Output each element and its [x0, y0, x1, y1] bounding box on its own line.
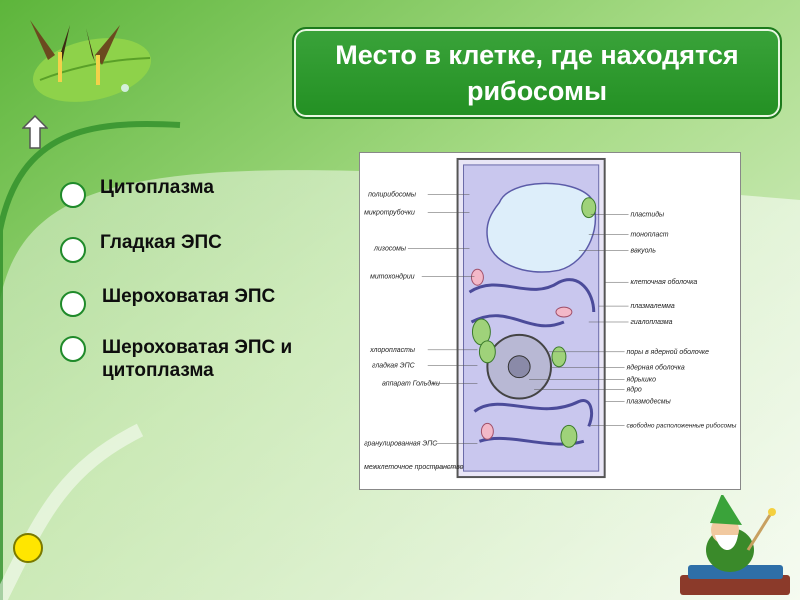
label-intercellular-space: межклеточное пространство — [364, 464, 464, 472]
gnome-icon — [660, 495, 800, 600]
label-nucleus: ядро — [626, 386, 642, 394]
label-smooth-er: гладкая ЭПС — [372, 362, 415, 370]
option-1[interactable] — [60, 178, 214, 208]
label-free-ribosomes: свободно расположенные рибосомы — [626, 422, 737, 430]
left-labels — [364, 191, 464, 471]
yellow-nav-button[interactable] — [13, 533, 43, 563]
option-2[interactable] — [60, 233, 222, 263]
up-arrow-icon[interactable] — [22, 115, 48, 149]
slide-title-box — [292, 27, 782, 119]
label-mitochondria: митохондрии — [370, 273, 415, 281]
label-microtubules: микротрубочки — [364, 209, 415, 217]
slide-title: Место в клетке, где находятся рибосомы — [335, 40, 739, 106]
label-cell-wall: клеточная оболочка — [630, 279, 698, 287]
label-plastids: пластиды — [630, 211, 665, 219]
option-1-label: Цитоплазма — [100, 177, 214, 198]
label-plasmodesmata: плазмодесмы — [626, 398, 671, 406]
option-4-label: Шероховатая ЭПС и цитоплазма — [102, 337, 293, 381]
label-vacuole: вакуоль — [630, 247, 656, 255]
plant-cell-image — [360, 153, 740, 489]
label-lysosomes: лизосомы — [374, 245, 407, 253]
plant-cell-diagram — [359, 152, 741, 490]
right-labels — [626, 211, 737, 430]
label-tonoplast: тонопласт — [630, 231, 669, 239]
butterfly-leaf-icon — [0, 0, 160, 110]
label-plasmalemma: плазмалемма — [630, 303, 675, 311]
option-1-radio[interactable] — [60, 182, 86, 208]
option-3[interactable] — [60, 287, 275, 317]
option-3-label: Шероховатая ЭПС — [102, 286, 276, 307]
label-granular-er: гранулированная ЭПС — [364, 440, 438, 448]
option-4[interactable] — [60, 336, 332, 382]
label-nucleolus: ядрышко — [626, 376, 656, 384]
label-nuclear-pores: поры в ядерной оболочке — [626, 348, 710, 356]
label-nuclear-envelope: ядерная оболочка — [626, 364, 685, 372]
label-golgi: аппарат Гольджи — [382, 380, 440, 388]
option-3-radio[interactable] — [60, 291, 86, 317]
option-4-radio[interactable] — [60, 336, 86, 362]
option-2-radio[interactable] — [60, 237, 86, 263]
label-hyaloplasm: гиалоплазма — [630, 318, 673, 326]
option-2-label: Гладкая ЭПС — [100, 232, 222, 253]
label-chloroplasts: хлоропласты — [370, 346, 415, 354]
label-polyribosomes: полирибосомы — [368, 191, 417, 199]
